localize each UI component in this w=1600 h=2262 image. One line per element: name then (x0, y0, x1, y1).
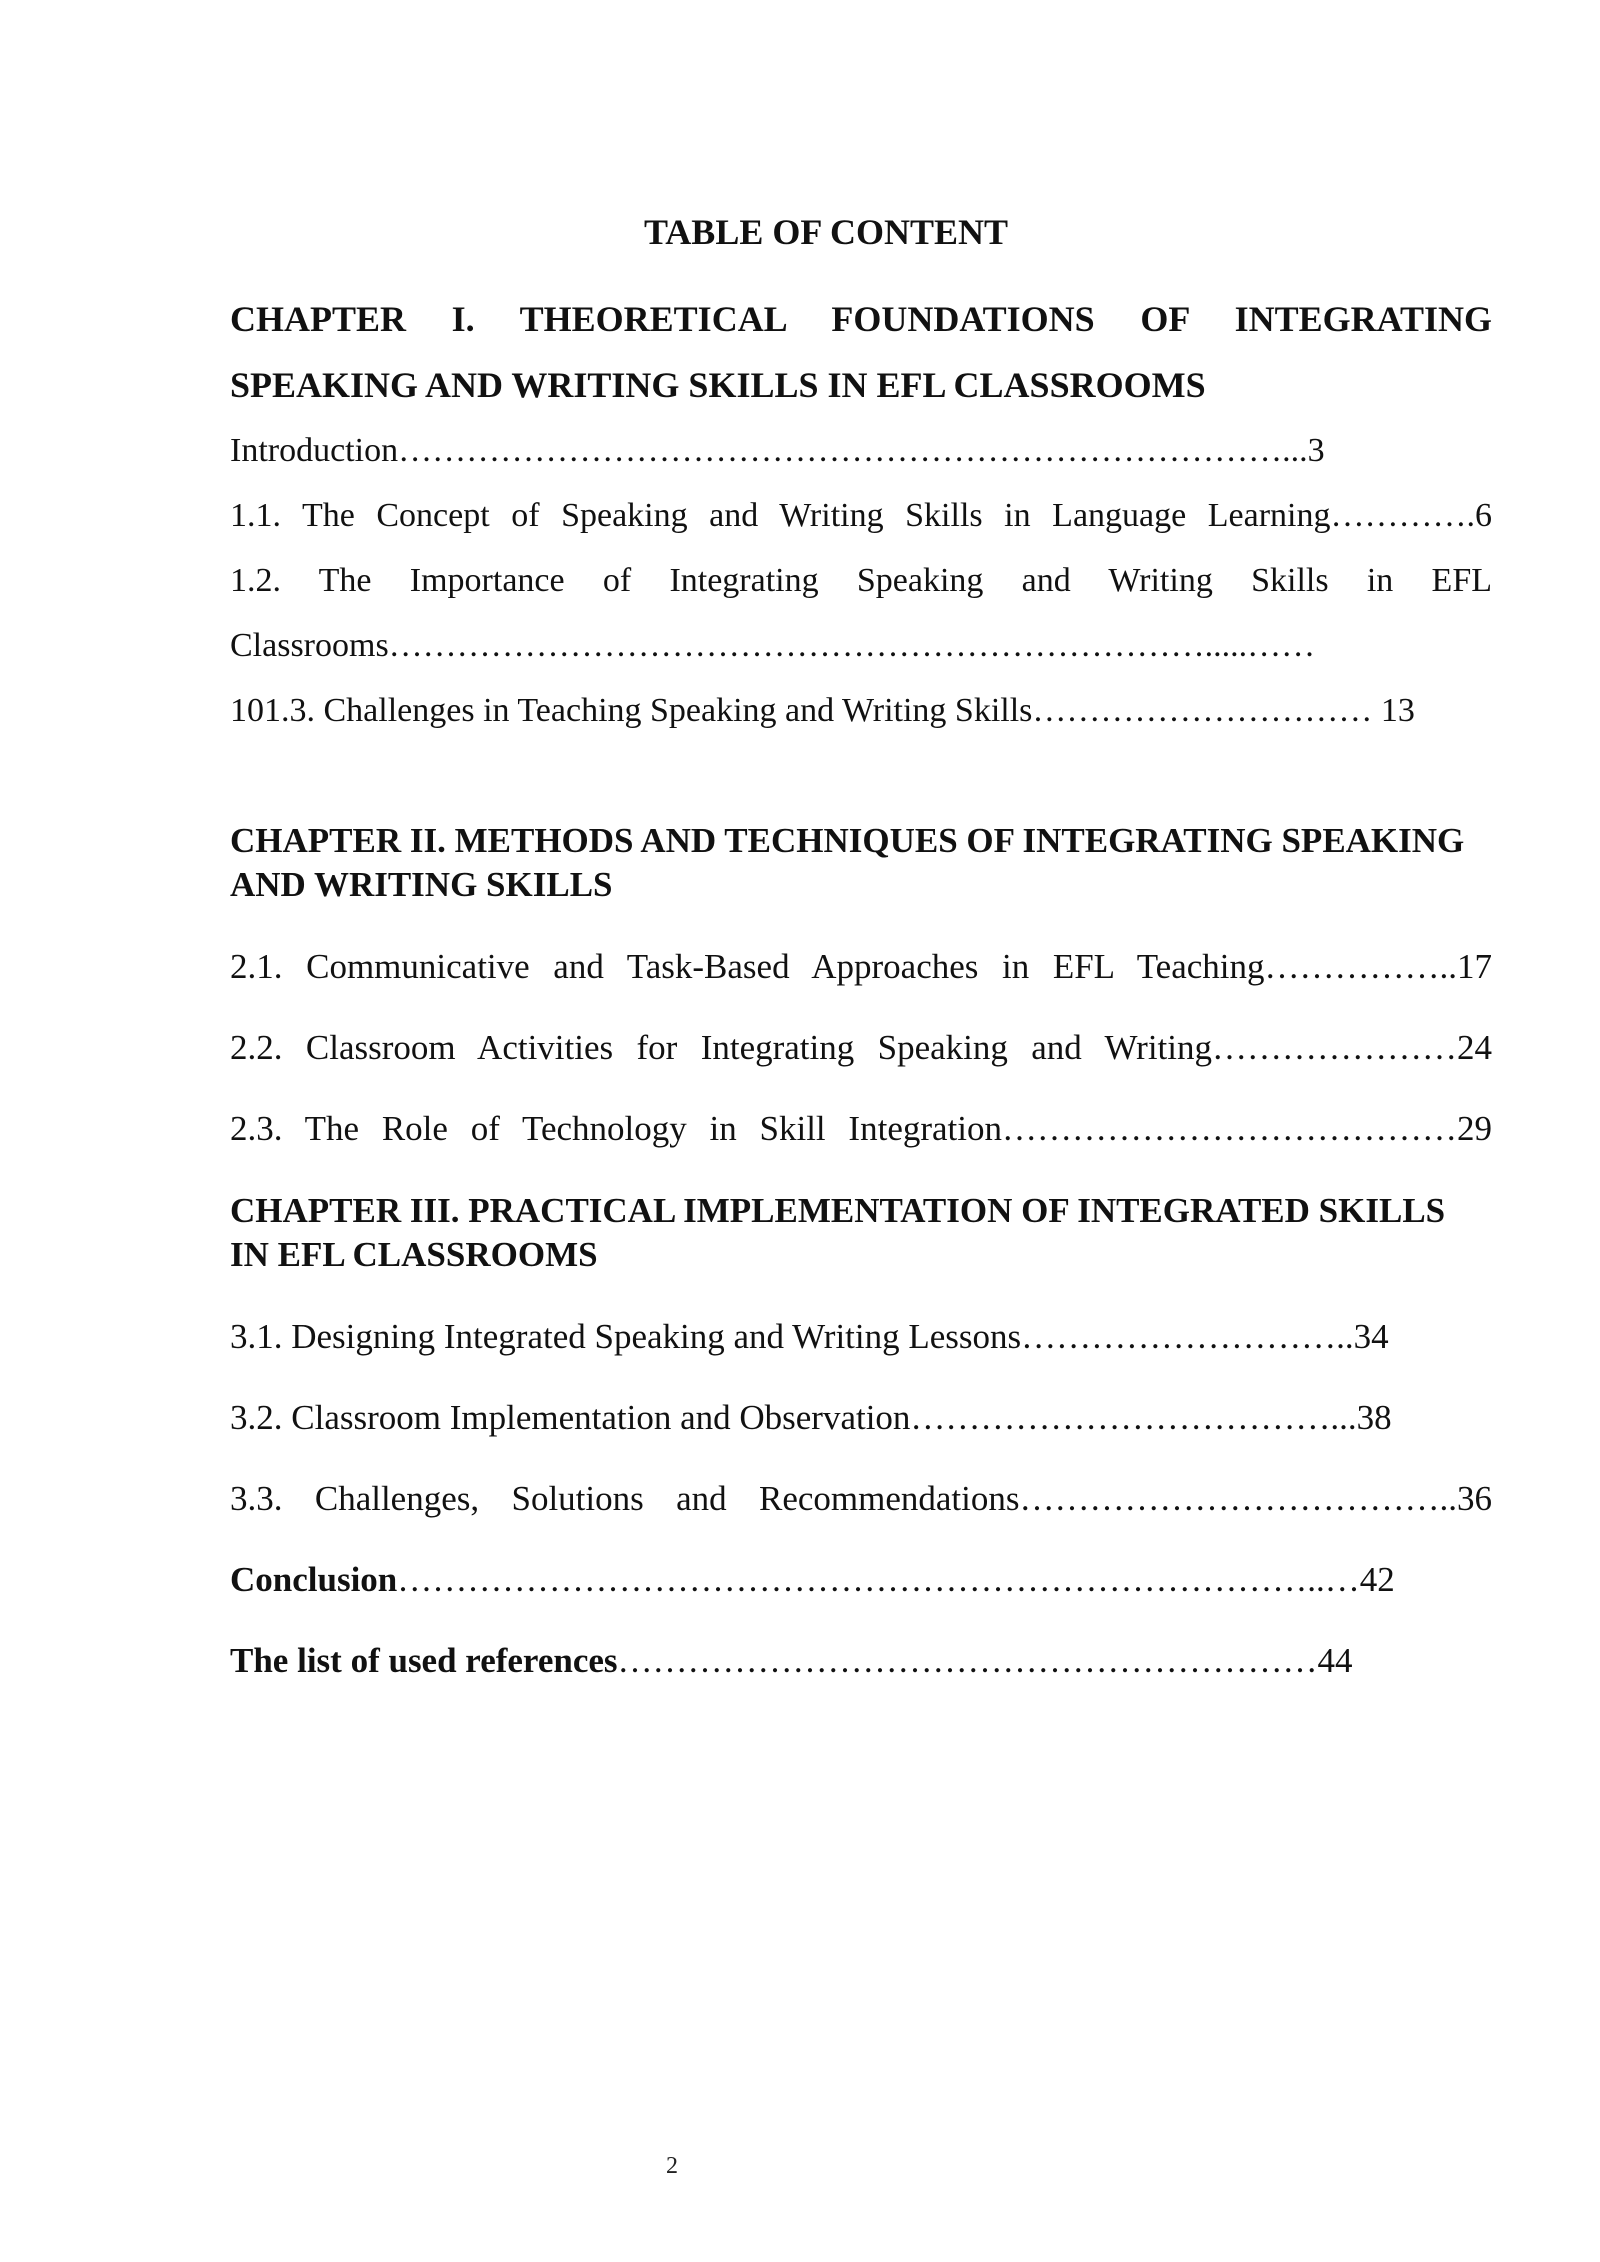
toc-entry-text: Introduction……………………………………………………………………...3 (230, 432, 1325, 469)
toc-entry-text: 2.1. Communicative and Task-Based Approaches in EFL Teaching……………..17 (230, 947, 1492, 986)
toc-entry-references (230, 1639, 1492, 1683)
references-leader: ……………………………………………………44 (617, 1641, 1353, 1680)
toc-entry-1-1 (230, 483, 1492, 548)
toc-entry-conclusion (230, 1558, 1492, 1602)
toc-entry-text: 1.1. The Concept of Speaking and Writing Skills in Language Learning………….6 (230, 497, 1492, 534)
toc-entry-2-3 (230, 1107, 1492, 1151)
toc-entry-2-2 (230, 1026, 1492, 1070)
toc-entry-text: 2.2. Classroom Activities for Integrating Speaking and Writing…………………24 (230, 1028, 1492, 1067)
toc-entry-text: 101.3. Challenges in Teaching Speaking and Writing Skills………………………… 13 (230, 692, 1415, 729)
toc-entry-text: 3.3. Challenges, Solutions and Recommendations………………………………..36 (230, 1479, 1492, 1518)
toc-entry-text: 1.2. The Importance of Integrating Speaking and Writing Skills in EFL Classrooms……………………………………………………………….....…… (230, 562, 1492, 664)
chapter-2-heading: CHAPTER II. METHODS AND TECHNIQUES OF INTEGRATING SPEAKING AND WRITING SKILLS (230, 821, 1465, 904)
toc-entry-introduction (230, 418, 1492, 483)
page-number: 2 (666, 2153, 678, 2179)
conclusion-label: Conclusion (230, 1560, 398, 1599)
toc-entry-1-3 (230, 678, 1492, 743)
toc-entry-text: 2.3. The Role of Technology in Skill Integration…………………………………29 (230, 1109, 1492, 1148)
toc-entry-3-2 (230, 1396, 1492, 1440)
chapter-3-heading: CHAPTER III. PRACTICAL IMPLEMENTATION OF INTEGRATED SKILLS IN EFL CLASSROOMS (230, 1191, 1446, 1274)
toc-entry-text: 3.1. Designing Integrated Speaking and Writing Lessons………………………..34 (230, 1317, 1389, 1356)
toc-entry-1-2 (230, 548, 1492, 678)
references-label: The list of used references (230, 1641, 618, 1680)
document-title: TABLE OF CONTENT (643, 212, 1009, 252)
table-of-contents (230, 208, 1492, 1683)
toc-entry-3-1 (230, 1315, 1492, 1359)
conclusion-leader: ……………………………………………………………………..…42 (397, 1560, 1395, 1599)
toc-entry-3-3 (230, 1477, 1492, 1521)
toc-entry-text: 3.2. Classroom Implementation and Observation………………………………...38 (230, 1398, 1392, 1437)
toc-entry-2-1 (230, 945, 1492, 989)
chapter-1-heading: CHAPTER I. THEORETICAL FOUNDATIONS OF INTEGRATING SPEAKING AND WRITING SKILLS IN EFL CLASSROOMS (230, 299, 1492, 405)
